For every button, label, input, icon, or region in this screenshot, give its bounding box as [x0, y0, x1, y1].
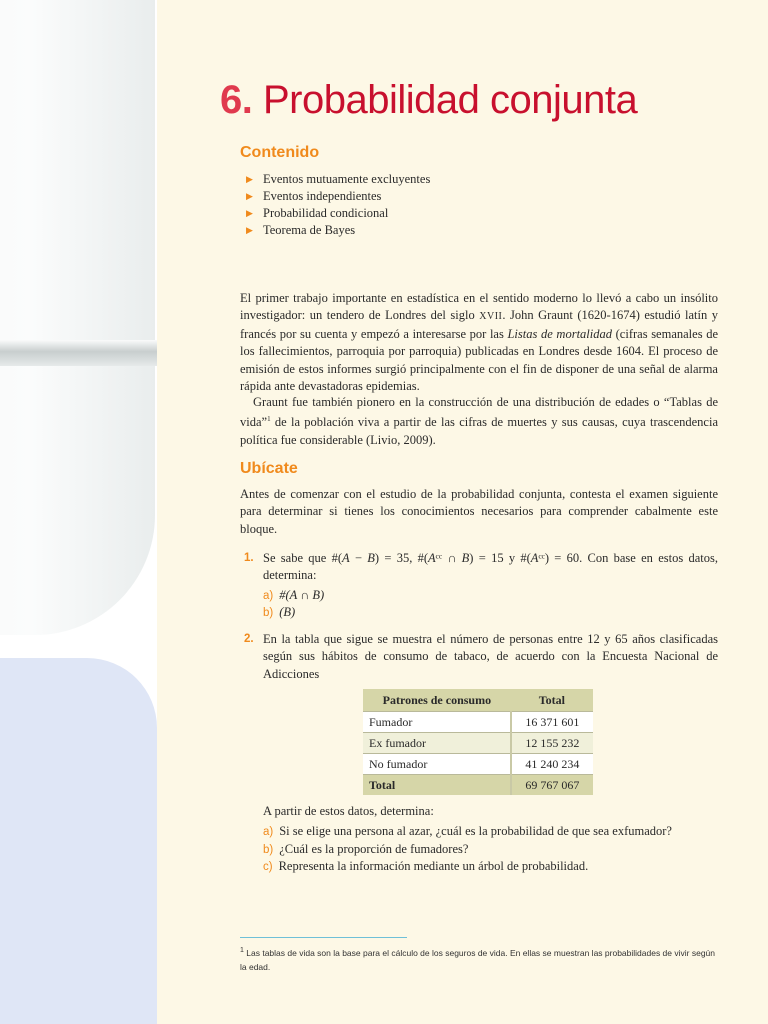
footnote: $^1$ Las tablas de vida son la base para el cálculo de los seguros de vida. En ellas se muestran las probabilidades de vivir según la edad. [240, 947, 716, 972]
table-header-row [363, 689, 593, 712]
decorative-shape-bottom [0, 658, 157, 1024]
ubicate-text: Antes de comenzar con el estudio de la probabilidad conjunta, contesta el examen siguiente para determinar si tienes los conocimientos necesarios para comprender cabalmente este bloque. [240, 487, 718, 536]
sub-question: a) Si se elige una persona al azar, ¿cuál es la probabilidad de que sea exfumador? [263, 824, 672, 838]
footnote-divider [240, 937, 407, 938]
chapter-title [220, 78, 637, 123]
sub-question: c) Representa la información mediante un árbol de probabilidad. [263, 859, 589, 873]
sub-question: b) ¿Cuál es la proporción de fumadores? [263, 842, 469, 856]
consumption-table [363, 689, 593, 795]
question-number: 2. [244, 633, 254, 645]
contents-item: ▶ Probabilidad condicional [246, 206, 389, 220]
arrow-right-icon: ▶ [246, 225, 253, 235]
contents-item: ▶ Teorema de Bayes [246, 223, 356, 237]
table-row: Ex fumador 12 155 232 [363, 733, 593, 754]
contents-item: ▶ Eventos independientes [246, 189, 382, 203]
table-header: Patrones de consumo [363, 689, 511, 712]
intro-paragraph-1: El primer trabajo importante en estadística en el sentido moderno lo llevó a cabo un insólito investigador: un tendero de Londres del siglo XVII. John Graunt (1620-1674) estudió latín y francés por su cuenta y empezó a interesarse por las Listas de mortalidad (cifras semanales de los fallecimientos, parroquia por parroquia) publicadas en Londres desde 1604. El proceso de emisión de estos informes surgió principalmente con el fin de disponer de una señal de alarma rápida ante devastadoras epidemias. [240, 291, 719, 394]
contents-item: ▶ Eventos mutuamente excluyentes [246, 172, 431, 186]
table-row: No fumador 41 240 234 [363, 754, 593, 775]
contenido-heading: Contenido [240, 144, 320, 161]
arrow-right-icon: ▶ [246, 208, 253, 218]
sub-question: b) (B) [263, 605, 296, 619]
question-text: En la tabla que sigue se muestra el número de personas entre 12 y 65 años clasificadas según sus hábitos de consumo de tabaco, de acuerdo con la Encuesta Nacional de Adicciones [263, 632, 718, 681]
sub-question: a) #(A ∩ B) [263, 588, 325, 602]
table-row: Fumador 16 371 601 [363, 712, 593, 733]
question-number: 1. [244, 552, 254, 564]
arrow-right-icon: ▶ [246, 191, 253, 201]
ubicate-heading: Ubícate [240, 460, 298, 477]
intro-paragraph-2: Graunt fue también pionero en la construcción de una distribución de edades o “Tablas de vida”$^1$ de la población viva a partir de las cifras de muertes y sus causas, cuya trascendencia política fue considerable (Livio, 2009). [240, 395, 718, 447]
contents-list [243, 171, 430, 239]
chapter-title-text: Probabilidad conjunta [262, 78, 638, 122]
table-header: Total [511, 689, 593, 712]
question-text: Se sabe que #(A − B) = 35, #(Aᶜᶜ ∩ B) = 15 y #(Aᶜᶜ) = 60. Con base en estos datos, determina: [263, 551, 718, 583]
chapter-number: 6. [220, 78, 253, 122]
arrow-right-icon: ▶ [246, 174, 253, 184]
question-lead: A partir de estos datos, determina: [263, 804, 434, 818]
table-total-row: Total 69 767 067 [363, 775, 593, 796]
decorative-shape-top [0, 0, 155, 635]
decorative-side-panel [0, 0, 157, 1024]
decorative-band [0, 340, 157, 366]
